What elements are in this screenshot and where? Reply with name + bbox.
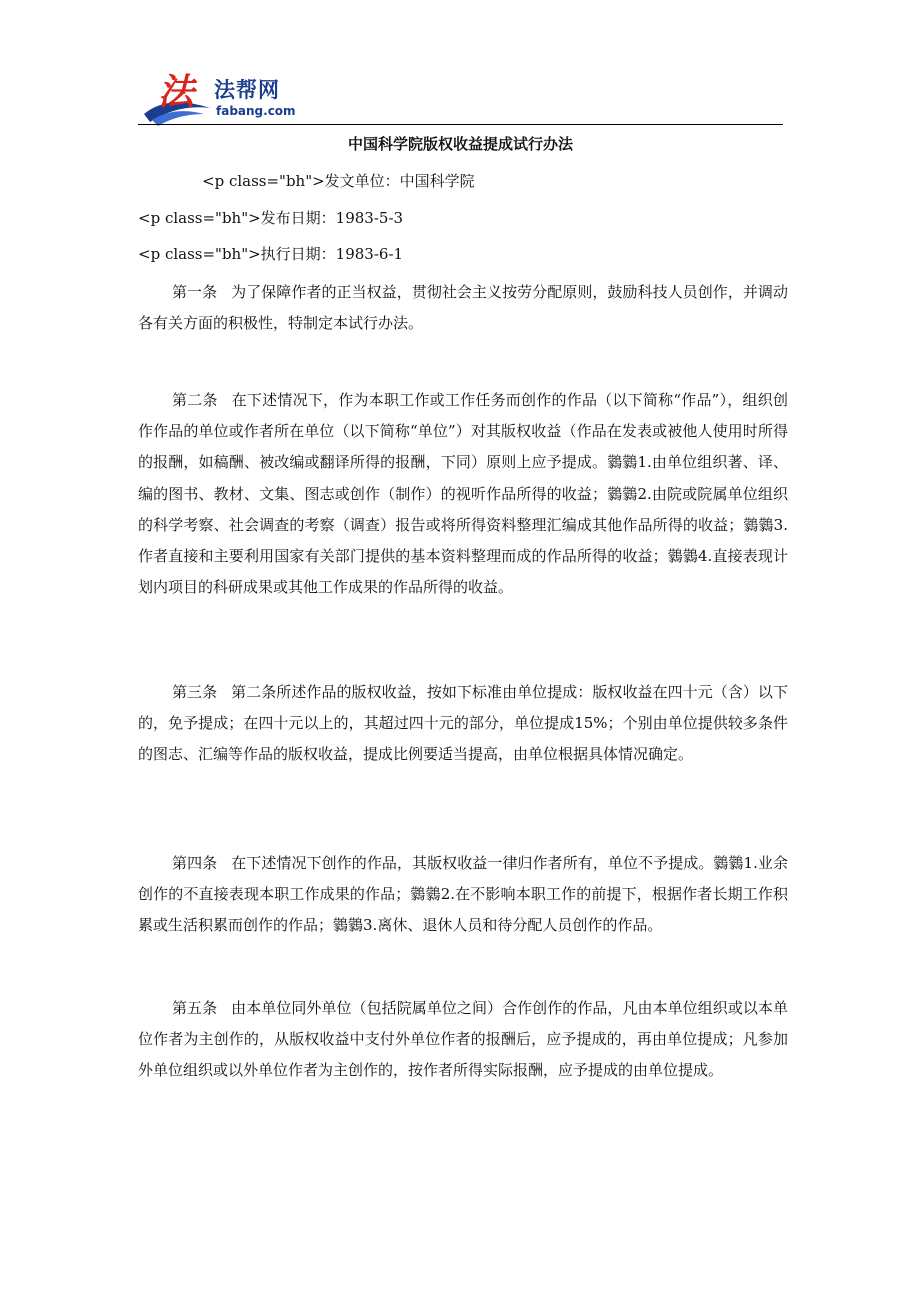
meta-publish-date: <p class="bh">发布日期：1983-5-3 bbox=[138, 209, 404, 227]
meta-effective-date: <p class="bh">执行日期：1983-6-1 bbox=[138, 245, 404, 263]
article-number: 第一条 bbox=[172, 283, 218, 301]
article-text: 在下述情况下，作为本职工作或工作任务而创作的作品（以下简称“作品”），组织创作作品的单位或作者所在单位（以下简称“单位”）对其版权收益（作品在发表或被他人使用时所得的报酬，如稿酬、被改编或翻译所得的报酬，下同）原则上应予提成。鸏鸏1.由单位组织著、译、编的图书、教材、文集、图志或创作（制作）的视听作品所得的收益；鸏鸏2.由院或院属单位组织的科学考察、社会调查的考察（调查）报告或将所得资料整理汇编成其他作品所得的收益；鸏鸏3.作者直接和主要利用国家有关部门提供的基本资料整理而成的作品所得的收益；鸏鸏4.直接表现计划内项目的科研成果或其他工作成果的作品所得的收益。 bbox=[138, 391, 788, 597]
article-text: 第二条所述作品的版权收益，按如下标准由单位提成：版权收益在四十元（含）以下的，免予提成；在四十元以上的，其超过四十元的部分，单位提成15%；个别由单位提供较多条件的图志、汇编等作品的版权收益，提成比例要适当提高，由单位根据具体情况确定。 bbox=[138, 683, 788, 764]
article-4 bbox=[138, 848, 788, 942]
article-text: 由本单位同外单位（包括院属单位之间）合作创作的作品，凡由本单位组织或以本单位作者为主创作的，从版权收益中支付外单位作者的报酬后，应予提成的，再由单位提成；凡参加外单位组织或以外单位作者为主创作的，按作者所得实际报酬，应予提成的由单位提成。 bbox=[138, 999, 788, 1080]
header-divider bbox=[138, 124, 783, 125]
logo-domain: fabang.com bbox=[216, 104, 296, 118]
article-number: 第三条 bbox=[172, 683, 218, 701]
logo-chinese-name: 法帮网 bbox=[214, 78, 280, 102]
article-text: 为了保障作者的正当权益，贯彻社会主义按劳分配原则，鼓励科技人员创作，并调动各有关方面的积极性，特制定本试行办法。 bbox=[138, 283, 788, 333]
article-2 bbox=[138, 385, 788, 603]
document-title: 中国科学院版权收益提成试行办法 bbox=[347, 135, 573, 153]
fabang-logo-icon bbox=[138, 64, 218, 128]
article-number: 第五条 bbox=[172, 999, 218, 1017]
meta-issuer: <p class="bh">发文单位：中国科学院 bbox=[202, 172, 475, 190]
site-logo[interactable] bbox=[138, 64, 308, 128]
article-number: 第四条 bbox=[172, 854, 218, 872]
logo-glyph: 法 bbox=[158, 71, 195, 113]
article-5 bbox=[138, 993, 788, 1087]
article-1 bbox=[138, 277, 788, 339]
article-number: 第二条 bbox=[172, 391, 218, 409]
article-text: 在下述情况下创作的作品，其版权收益一律归作者所有，单位不予提成。鸏鸏1.业余创作的不直接表现本职工作成果的作品；鸏鸏2.在不影响本职工作的前提下，根据作者长期工作积累或生活积累而创作的作品；鸏鸏3.离休、退休人员和待分配人员创作的作品。 bbox=[138, 854, 788, 935]
article-3 bbox=[138, 677, 788, 771]
